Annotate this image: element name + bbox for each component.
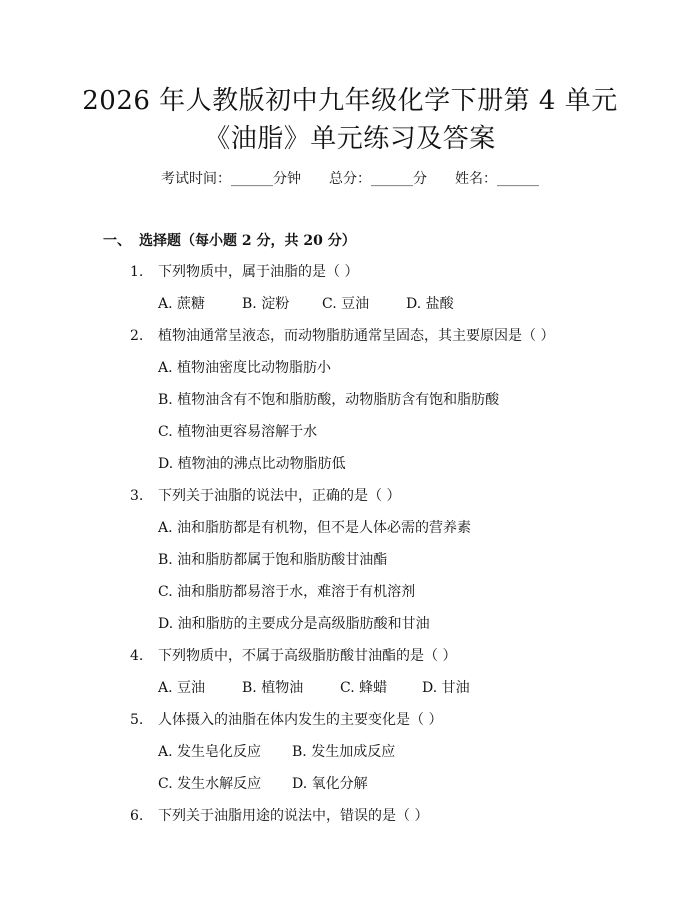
option: B. 植物油含有不饱和脂肪酸，动物脂肪含有饱和脂肪酸 (158, 392, 500, 408)
title-line-1: 2026 年人教版初中九年级化学下册第 4 单元 (82, 86, 618, 116)
option: A. 发生皂化反应 (158, 744, 262, 760)
option: D. 油和脂肪的主要成分是高级脂肪酸和甘油 (158, 616, 430, 632)
question-number: 3. (130, 488, 144, 504)
option: A. 油和脂肪都是有机物，但不是人体必需的营养素 (158, 520, 472, 536)
option: A. 植物油密度比动物脂肪小 (158, 360, 332, 376)
student-name: 姓名：______ (455, 171, 539, 187)
question-5 (130, 709, 442, 729)
exam-total-score: 总分：______分 (329, 171, 427, 187)
question-1 (130, 261, 358, 281)
question-2 (130, 325, 554, 345)
question-3 (130, 485, 400, 505)
option: C. 发生水解反应 (158, 776, 262, 792)
question-1-options (158, 293, 454, 313)
question-text: 下列关于油脂用途的说法中，错误的是（ ） (158, 808, 429, 824)
question-number: 6. (130, 808, 144, 824)
question-text: 下列物质中，不属于高级脂肪酸甘油酯的是（ ） (158, 648, 457, 664)
option: B. 油和脂肪都属于饱和脂肪酸甘油酯 (158, 552, 388, 568)
option: C. 油和脂肪都易溶于水，难溶于有机溶剂 (158, 584, 416, 600)
question-text: 下列物质中，属于油脂的是（ ） (158, 264, 359, 280)
option: D. 氧化分解 (292, 776, 368, 792)
question-number: 1. (130, 264, 144, 280)
section-heading (103, 230, 356, 250)
option: A. 豆油 (158, 680, 206, 696)
question-text: 人体摄入的油脂在体内发生的主要变化是（ ） (158, 712, 443, 728)
question-4-options (158, 677, 470, 697)
question-number: 5. (130, 712, 144, 728)
option: D. 植物油的沸点比动物脂肪低 (158, 456, 346, 472)
question-4 (130, 645, 456, 665)
question-number: 2. (130, 328, 144, 344)
option: B. 植物油 (242, 680, 304, 696)
option: C. 蜂蜡 (340, 680, 388, 696)
option: D. 盐酸 (406, 296, 454, 312)
option: D. 甘油 (422, 680, 470, 696)
question-number: 4. (130, 648, 144, 664)
section-number: 一、 (103, 233, 131, 249)
exam-time: 考试时间：______分钟 (161, 171, 301, 187)
option: C. 植物油更容易溶解于水 (158, 424, 318, 440)
title-line-2: 《油脂》单元练习及答案 (204, 124, 496, 154)
question-text: 下列关于油脂的说法中，正确的是（ ） (158, 488, 401, 504)
option: B. 淀粉 (242, 296, 290, 312)
question-5-options-row-1 (158, 741, 395, 761)
section-label: 选择题（每小题 2 分，共 20 分） (139, 233, 356, 249)
question-6 (130, 805, 428, 825)
option: B. 发生加成反应 (292, 744, 396, 760)
exam-meta (0, 168, 700, 188)
question-text: 植物油通常呈液态，而动物脂肪通常呈固态，其主要原因是（ ） (158, 328, 555, 344)
option: A. 蔗糖 (158, 296, 206, 312)
option: C. 豆油 (322, 296, 370, 312)
question-5-options-row-2 (158, 773, 368, 793)
